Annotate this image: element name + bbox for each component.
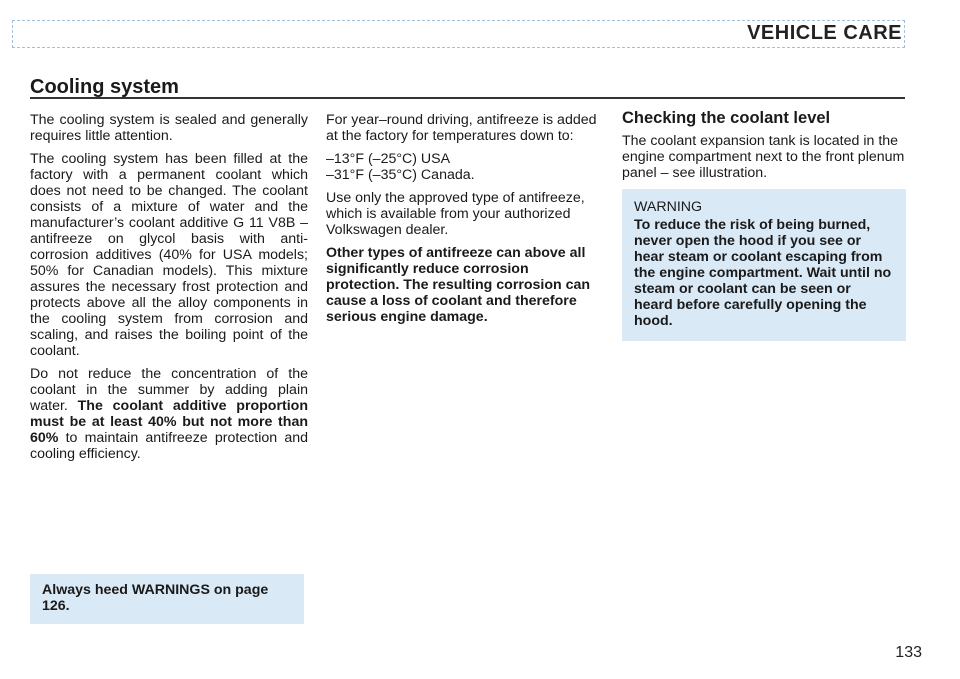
section-tag: VEHICLE CARE [747, 22, 902, 44]
concentration-text: Do not reduce the concentration of the coolant in the summer by adding plain water. [30, 366, 308, 414]
concentration-emphasis: The coolant additive proportion must be at least 40% but not more than 60% [30, 398, 308, 446]
warnings-note-box: Always heed WARNINGS on page 126. [30, 574, 304, 624]
warning-text: To reduce the risk of being burned, never open the hood if you see or hear steam or coolant escaping from the engine compartment. Wait until no steam or coolant can be seen or heard before carefully opening the hood. [634, 217, 892, 329]
concentration-text-end: to maintain antifreeze protection and cooling efficiency. [30, 430, 308, 462]
concentration-paragraph [30, 366, 308, 462]
title-divider [30, 97, 905, 99]
column-right [622, 110, 906, 341]
temperature-list [326, 151, 604, 183]
column-middle [326, 112, 604, 332]
temperature-canada: –31°F (–35°C) Canada. [326, 167, 475, 183]
corrosion-caution-paragraph: Other types of antifreeze can above all significantly reduce corrosion protection. The resulting corrosion can cause a loss of coolant and therefore serious engine damage. [326, 245, 591, 325]
expansion-tank-paragraph: The coolant expansion tank is located in the engine compartment next to the front plenum panel – see illustration. [622, 133, 905, 181]
section-heading: Checking the coolant level [622, 109, 831, 127]
warning-title: WARNING [634, 199, 703, 215]
temperature-usa: –13°F (–25°C) USA [326, 151, 451, 167]
antifreeze-paragraph: For year–round driving, antifreeze is added at the factory for temperatures down to: [326, 112, 597, 144]
column-left [30, 112, 308, 469]
page-title: Cooling system [30, 76, 179, 98]
approved-type-paragraph: Use only the approved type of antifreeze, which is available from your authorized Volkswagen dealer. [326, 190, 585, 238]
warning-box [622, 189, 906, 341]
page-number: 133 [895, 644, 922, 661]
intro-paragraph: The cooling system is sealed and generally requires little attention. [30, 112, 308, 144]
coolant-description-paragraph: The cooling system has been filled at the factory with a permanent coolant which does not need to be changed. The coolant consists of a mixture of water and the manufacturer’s coolant additive G 11 V8B – antifreeze on glycol basis with anti-corrosion additives (40% for USA models; 50% for Canadian models). This mixture assures the necessary frost protection and protects above all the alloy components in the cooling system from corrosion and scaling, and raises the boiling point of the coolant. [30, 151, 308, 359]
